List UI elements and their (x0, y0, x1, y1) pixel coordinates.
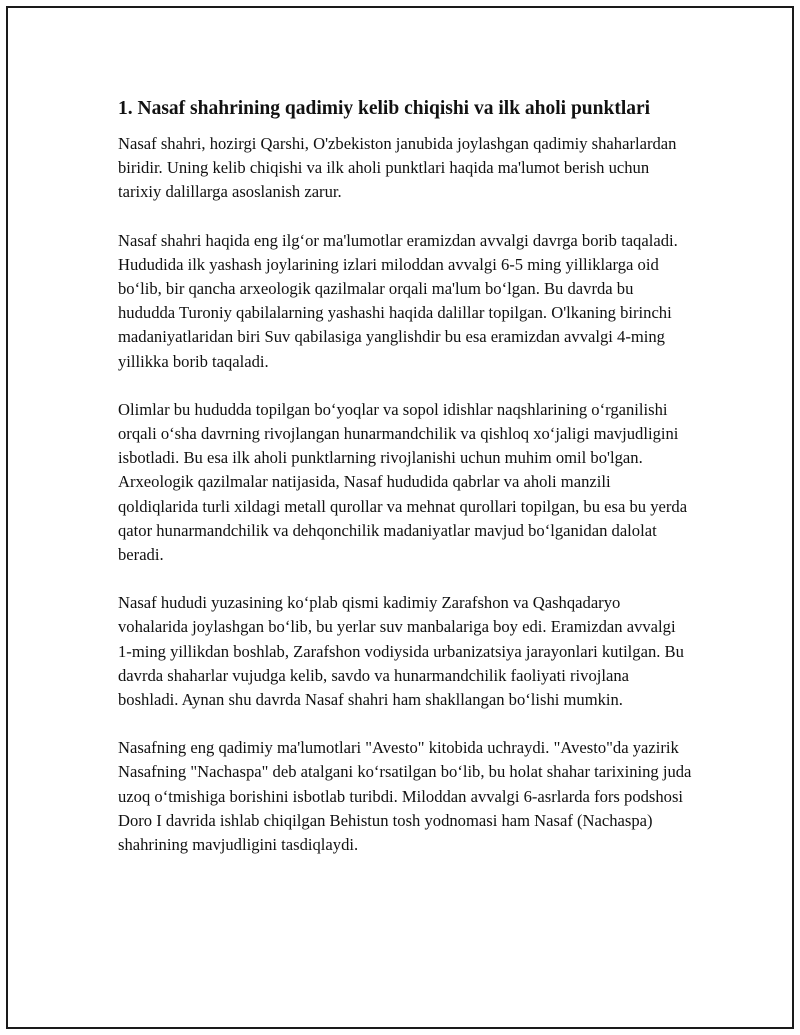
document-body (118, 96, 693, 881)
paragraph-3: Olimlar bu hududda topilgan bo‘yoqlar va sopol idishlar naqshlarining o‘rganilishi orqali o‘sha davrning rivojlangan hunarmandchilik va qishloq xo‘jaligi mavjudligini isbotladi. Bu esa ilk aholi punktlarning rivojlanishi uchun muhim omil bo'lgan. Arxeologik qazilmalar natijasida, Nasaf hududida qabrlar va aholi manzili qoldiqlarida turli xildagi metall qurollar va mehnat qurollari topilgan, bu esa bu yerda qator hunarmandchilik va dehqonchilik madaniyatlar mavjud bo‘lganidan dalolat beradi. (118, 399, 688, 565)
document-title: 1. Nasaf shahrining qadimiy kelib chiqishi va ilk aholi punktlari (118, 98, 651, 119)
paragraph-2: Nasaf shahri haqida eng ilg‘or ma'lumotlar eramizdan avvalgi davrga borib taqaladi. Hududida ilk yashash joylarining izlari miloddan avvalgi 6-5 ming yilliklarga oid bo‘lib, bir qancha arxeologik qazilmalar orqali ma'lum bo‘lgan. Bu davrda bu hududda Turoniy qabilalarning yashashi haqida dalillar topilgan. O'lkaning birinchi madaniyatlaridan biri Suv qabilasiga yanglishdir bu esa eramizdan avvalgi 4-ming yillikka borib taqaladi. (118, 230, 678, 371)
paragraph-5: Nasafning eng qadimiy ma'lumotlari "Avesto" kitobida uchraydi. "Avesto"da yazirik Nasafning "Nachaspa" deb atalgani ko‘rsatilgan bo‘lib, bu holat shahar tarixining juda uzoq o‘tmishiga borishini isbotlab turibdi. Miloddan avvalgi 6-asrlarda fors podshosi Doro I davrida ishlab chiqilgan Behistun tosh yodnomasi ham Nasaf (Nachaspa) shahrining mavjudligini tasdiqlaydi. (118, 738, 692, 855)
paragraph-1: Nasaf shahri, hozirgi Qarshi, O'zbekiston janubida joylashgan qadimiy shaharlardan biridir. Uning kelib chiqishi va ilk aholi punktlari haqida ma'lumot berish uchun tarixiy dalillarga asoslanish zarur. (118, 134, 677, 202)
paragraph-4: Nasaf hududi yuzasining ko‘plab qismi kadimiy Zarafshon va Qashqadaryo vohalarida joylashgan bo‘lib, bu yerlar suv manbalariga boy edi. Eramizdan avvalgi 1-ming yillikdan boshlab, Zarafshon vodiysida urbanizatsiya jarayonlari kutilgan. Bu davrda shaharlar vujudga kelib, savdo va hunarmandchilik faoliyati rivojlana boshladi. Aynan shu davrda Nasaf shahri ham shakllangan bo‘lishi mumkin. (118, 593, 684, 710)
